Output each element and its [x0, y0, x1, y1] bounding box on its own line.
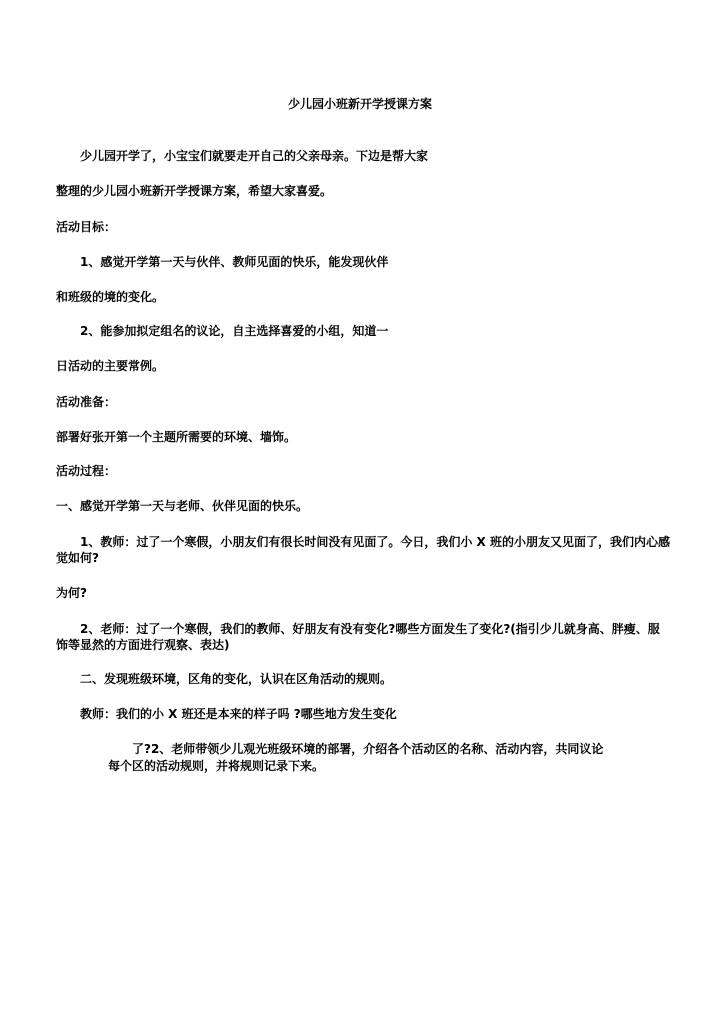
section-heading-preparation: 活动准备： [56, 395, 117, 409]
goal-1-line-2: 和班级的境的变化。 [56, 290, 165, 304]
intro-paragraph-line-1: 少儿园开学了，小宝宝们就要走开自己的父亲母亲。下边是帮大家 [80, 149, 429, 163]
goal-1-line-1: 1、感觉开学第一天与伙伴、教师见面的快乐，能发现伙伴 [80, 255, 389, 269]
goal-2-line-2: 日活动的主要常例。 [56, 359, 165, 373]
intro-paragraph-line-2: 整理的少儿园小班新开学授课方案，希望大家喜爱。 [56, 184, 333, 198]
activity-description-line-2: 每个区的活动规则，并将规则记录下来。 [108, 759, 325, 773]
teacher-question-3: 教师：我们的小 X 班还是本来的样子吗 ?哪些地方发生变化 [80, 707, 397, 721]
document-title: 少儿园小班新开学授课方案 [287, 97, 432, 111]
section-heading-process: 活动过程： [56, 464, 117, 478]
why-question: 为何? [56, 586, 87, 600]
teacher-question-2-line-1: 2、老师：过了一个寒假，我们的教师、好朋友有没有变化?哪些方面发生了变化?(指引少儿就身高、胖瘦、服 [80, 622, 660, 636]
preparation-text: 部署好张开第一个主题所需要的环境、墙饰。 [56, 430, 297, 444]
process-step-2-heading: 二、发现班级环境，区角的变化，认识在区角活动的规则。 [80, 672, 393, 686]
section-heading-goals: 活动目标： [56, 220, 117, 234]
teacher-question-1-line-2: 觉如何? [56, 551, 99, 565]
teacher-question-2-line-2: 饰等显然的方面进行观察、表达) [56, 638, 230, 652]
teacher-question-1-line-1: 1、教师：过了一个寒假，小朋友们有很长时间没有见面了。今日，我们小 X 班的小朋友又见面了，我们内心感 [80, 535, 670, 549]
goal-2-line-1: 2、能参加拟定组名的议论，自主选择喜爱的小组，知道一 [80, 324, 389, 338]
process-step-1-heading: 一、感觉开学第一天与老师、伙伴见面的快乐。 [56, 499, 309, 513]
activity-description-line-1: 了?2、老师带领少儿观光班级环境的部署，介绍各个活动区的名称、活动内容，共同议论 [132, 742, 604, 756]
